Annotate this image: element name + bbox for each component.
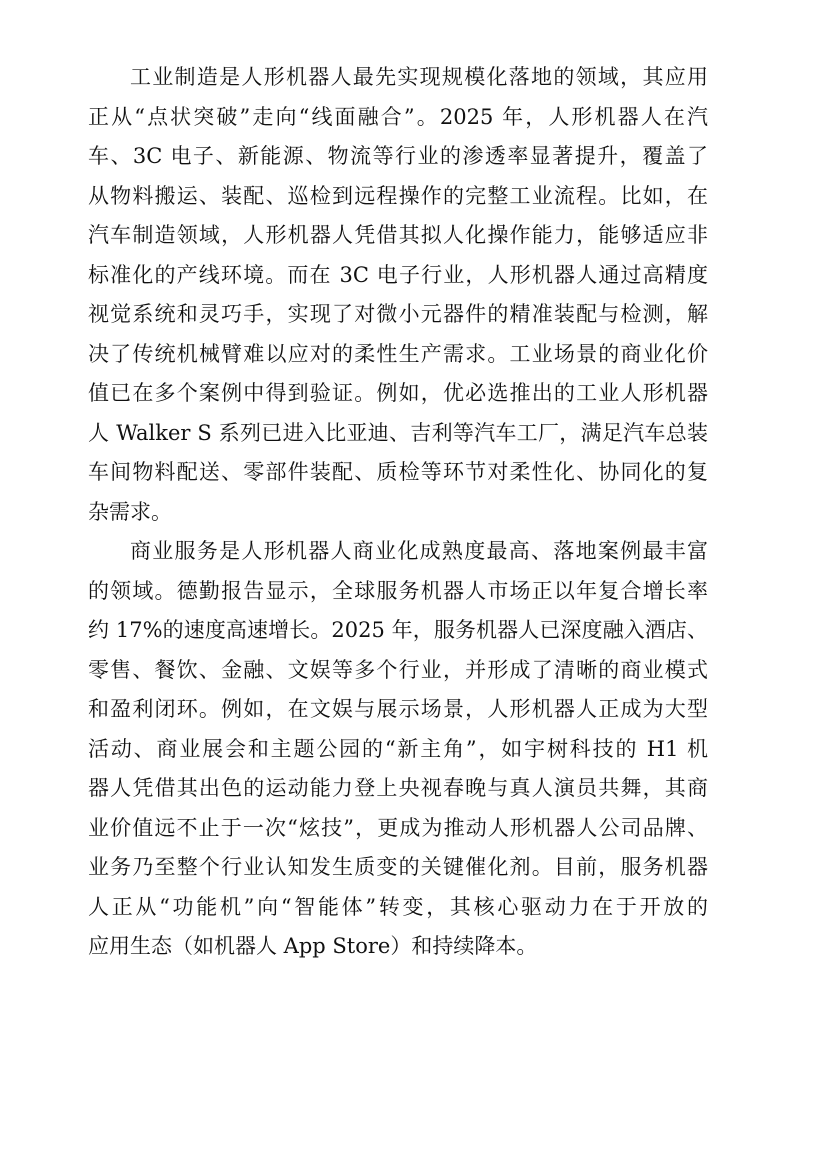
text-line: 汽车制造领域，人形机器人凭借其拟人化操作能力，能够适应非 bbox=[88, 223, 708, 247]
paragraph-industrial-manufacturing bbox=[88, 58, 708, 532]
text-line: 人 Walker S 系列已进入比亚迪、吉利等汽车工厂，满足汽车总装 bbox=[88, 420, 708, 445]
text-line: 活动、商业展会和主题公园的“新主角”，如宇树科技的 H1 机 bbox=[88, 736, 708, 761]
text-line: 业务乃至整个行业认知发生质变的关键催化剂。目前，服务机器 bbox=[88, 855, 708, 879]
text-line: 决了传统机械臂难以应对的柔性生产需求。工业场景的商业化价 bbox=[88, 341, 708, 366]
text-line: 视觉系统和灵巧手，实现了对微小元器件的精准装配与检测，解 bbox=[88, 302, 708, 326]
text-line: 值已在多个案例中得到验证。例如，优必选推出的工业人形机器 bbox=[88, 381, 708, 405]
paragraph-commercial-services bbox=[88, 532, 708, 967]
body-text bbox=[88, 58, 708, 967]
text-line: 应用生态（如机器人 App Store）和持续降本。 bbox=[88, 934, 538, 958]
text-line: 人正从“功能机”向“智能体”转变，其核心驱动力在于开放的 bbox=[88, 894, 708, 919]
text-line: 的领域。德勤报告显示，全球服务机器人市场正以年复合增长率 bbox=[88, 578, 708, 603]
text-line: 器人凭借其出色的运动能力登上央视春晚与真人演员共舞，其商 bbox=[88, 776, 708, 800]
text-line: 从物料搬运、装配、巡检到远程操作的完整工业流程。比如，在 bbox=[88, 183, 708, 208]
text-line: 商业服务是人形机器人商业化成熟度最高、落地案例最丰富 bbox=[130, 539, 708, 563]
text-line: 正从“点状突破”走向“线面融合”。2025 年，人形机器人在汽 bbox=[88, 104, 708, 129]
text-line: 车、3C 电子、新能源、物流等行业的渗透率显著提升，覆盖了 bbox=[88, 144, 708, 168]
text-line: 约 17%的速度高速增长。2025 年，服务机器人已深度融入酒店、 bbox=[88, 618, 708, 642]
text-line: 车间物料配送、零部件装配、质检等环节对柔性化、协同化的复 bbox=[88, 460, 708, 484]
text-line: 工业制造是人形机器人最先实现规模化落地的领域，其应用 bbox=[130, 65, 708, 89]
text-line: 杂需求。 bbox=[88, 499, 172, 524]
text-line: 零售、餐饮、金融、文娱等多个行业，并形成了清晰的商业模式 bbox=[88, 657, 708, 682]
text-line: 业价值远不止于一次“炫技”，更成为推动人形机器人公司品牌、 bbox=[88, 815, 708, 840]
text-line: 标准化的产线环境。而在 3C 电子行业，人形机器人通过高精度 bbox=[88, 262, 708, 287]
text-line: 和盈利闭环。例如，在文娱与展示场景，人形机器人正成为大型 bbox=[88, 697, 708, 721]
